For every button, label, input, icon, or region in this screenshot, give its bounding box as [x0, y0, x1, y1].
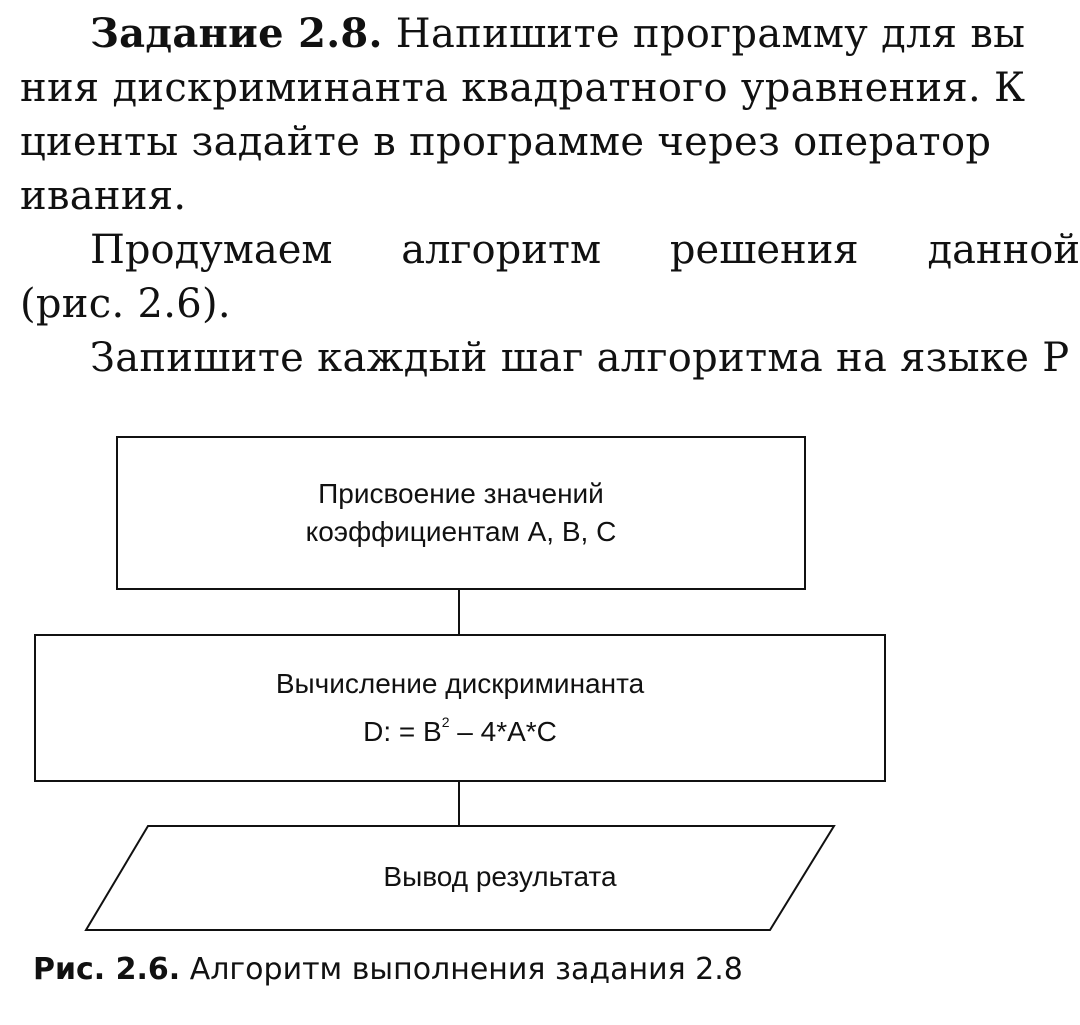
word: решения — [669, 227, 859, 273]
box-text-line: коэффициентам А, В, С — [305, 516, 617, 547]
formula-part: – 4*А*С — [449, 716, 557, 747]
formula-part: D: = В — [363, 716, 442, 747]
word: Продумаем — [90, 227, 333, 273]
task-line1-text: Напишите программу для вы — [382, 11, 1026, 57]
box-text-line: Вычисление дискриминанта — [275, 668, 645, 699]
paragraph-2-line-2: (рис. 2.6). — [20, 281, 231, 327]
output-label: Вывод результата — [383, 861, 617, 892]
box-text-line: Присвоение значений — [318, 478, 604, 509]
task-line-4: ивания. — [20, 173, 187, 219]
word: алгоритм — [401, 227, 602, 273]
caption-label: Рис. 2.6. — [33, 952, 181, 987]
caption-text: Алгоритм выполнения задания 2.8 — [180, 952, 743, 987]
task-label: Задание 2.8. — [90, 10, 383, 57]
exponent: 2 — [441, 714, 450, 730]
figure-caption — [33, 950, 743, 990]
task-line-2: ния дискриминанта квадратного уравнения. К — [20, 65, 1026, 111]
word: данной — [927, 227, 1080, 273]
paragraph-3-line-1: Запишите каждый шаг алгоритма на языке Р — [90, 335, 1070, 381]
task-line-3: циенты задайте в программе через оператор — [20, 119, 992, 165]
